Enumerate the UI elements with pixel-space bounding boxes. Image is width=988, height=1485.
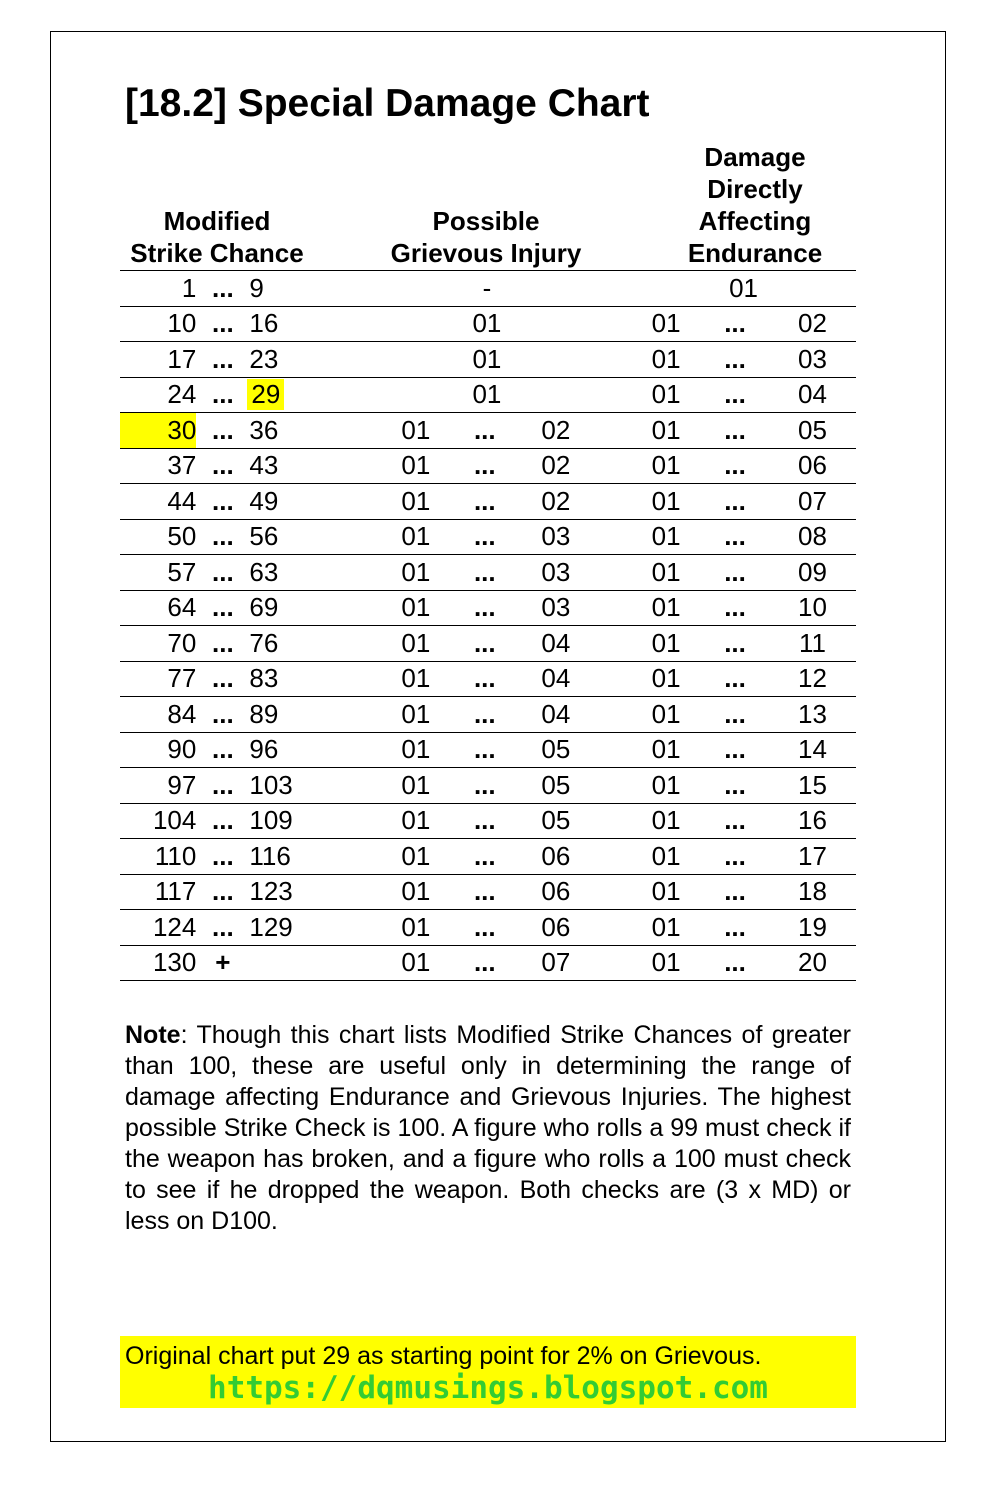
spacer bbox=[593, 874, 631, 910]
grievous-low: 01 bbox=[381, 413, 451, 449]
spacer bbox=[324, 732, 381, 768]
note-label: Note bbox=[125, 1021, 181, 1049]
strike-low: 104 bbox=[120, 803, 196, 839]
strike-separator: ... bbox=[196, 519, 249, 555]
endurance-separator: ... bbox=[701, 555, 769, 591]
grievous-low: 01 bbox=[381, 768, 451, 804]
table-row bbox=[120, 874, 856, 910]
spacer bbox=[324, 484, 381, 520]
spacer bbox=[593, 590, 631, 626]
spacer bbox=[593, 803, 631, 839]
grievous-separator: ... bbox=[451, 910, 519, 946]
grievous-low: 01 bbox=[381, 945, 451, 981]
endurance-high: 12 bbox=[769, 661, 856, 697]
table-row bbox=[120, 661, 856, 697]
endurance-separator: ... bbox=[701, 768, 769, 804]
endurance-low: 01 bbox=[631, 519, 701, 555]
strike-separator: ... bbox=[196, 661, 249, 697]
endurance-separator: ... bbox=[701, 661, 769, 697]
spacer bbox=[324, 768, 381, 804]
table-row bbox=[120, 626, 856, 662]
strike-separator: ... bbox=[196, 697, 249, 733]
endurance-high: 02 bbox=[769, 306, 856, 342]
strike-high: 96 bbox=[249, 732, 323, 768]
strike-separator: ... bbox=[196, 839, 249, 875]
grievous-high: 03 bbox=[519, 590, 593, 626]
footer-comment: Original chart put 29 as starting point for 2% on Grievous. bbox=[125, 1342, 762, 1370]
endurance-separator: ... bbox=[701, 413, 769, 449]
endurance-low: 01 bbox=[631, 342, 701, 378]
spacer bbox=[324, 342, 381, 378]
grievous-high: 04 bbox=[519, 626, 593, 662]
footer-url[interactable]: https://dqmusings.blogspot.com bbox=[208, 1370, 768, 1406]
strike-high: 9 bbox=[249, 271, 323, 307]
endurance-low: 01 bbox=[631, 555, 701, 591]
note-paragraph bbox=[125, 1020, 851, 1237]
strike-separator: + bbox=[196, 945, 249, 981]
table-row bbox=[120, 271, 856, 307]
grievous-high: 02 bbox=[519, 413, 593, 449]
grievous-separator: ... bbox=[451, 555, 519, 591]
strike-low: 117 bbox=[120, 874, 196, 910]
strike-separator: ... bbox=[196, 732, 249, 768]
table-row bbox=[120, 484, 856, 520]
grievous-low: 01 bbox=[381, 626, 451, 662]
grievous-value: 01 bbox=[381, 377, 593, 413]
strike-high: 36 bbox=[249, 413, 323, 449]
spacer bbox=[324, 555, 381, 591]
spacer bbox=[593, 945, 631, 981]
endurance-low: 01 bbox=[631, 910, 701, 946]
strike-low: 44 bbox=[120, 484, 196, 520]
endurance-separator: ... bbox=[701, 874, 769, 910]
spacer bbox=[324, 590, 381, 626]
grievous-high: 05 bbox=[519, 803, 593, 839]
endurance-separator: ... bbox=[701, 377, 769, 413]
endurance-low: 01 bbox=[631, 768, 701, 804]
endurance-separator: ... bbox=[701, 910, 769, 946]
spacer bbox=[324, 874, 381, 910]
strike-separator: ... bbox=[196, 448, 249, 484]
strike-high bbox=[249, 377, 323, 413]
grievous-low: 01 bbox=[381, 910, 451, 946]
table-row bbox=[120, 732, 856, 768]
spacer bbox=[324, 519, 381, 555]
strike-low: 97 bbox=[120, 768, 196, 804]
endurance-high: 11 bbox=[769, 626, 856, 662]
table-row bbox=[120, 590, 856, 626]
endurance-high: 08 bbox=[769, 519, 856, 555]
strike-separator: ... bbox=[196, 306, 249, 342]
endurance-separator: ... bbox=[701, 697, 769, 733]
spacer bbox=[593, 484, 631, 520]
damage-chart-table bbox=[120, 270, 856, 981]
spacer bbox=[324, 803, 381, 839]
strike-high bbox=[249, 945, 323, 981]
spacer bbox=[593, 271, 631, 307]
grievous-separator: ... bbox=[451, 803, 519, 839]
spacer bbox=[593, 910, 631, 946]
endurance-high: 13 bbox=[769, 697, 856, 733]
endurance-value: 01 bbox=[631, 271, 856, 307]
strike-low: 50 bbox=[120, 519, 196, 555]
strike-high: 56 bbox=[249, 519, 323, 555]
endurance-separator: ... bbox=[701, 803, 769, 839]
strike-high: 76 bbox=[249, 626, 323, 662]
strike-high: 89 bbox=[249, 697, 323, 733]
table-row bbox=[120, 768, 856, 804]
endurance-separator: ... bbox=[701, 732, 769, 768]
grievous-high: 03 bbox=[519, 519, 593, 555]
endurance-low: 01 bbox=[631, 626, 701, 662]
endurance-high: 16 bbox=[769, 803, 856, 839]
table-row bbox=[120, 555, 856, 591]
grievous-low: 01 bbox=[381, 590, 451, 626]
table-row bbox=[120, 910, 856, 946]
strike-high: 103 bbox=[249, 768, 323, 804]
grievous-separator: ... bbox=[451, 768, 519, 804]
spacer bbox=[324, 271, 381, 307]
endurance-low: 01 bbox=[631, 803, 701, 839]
endurance-low: 01 bbox=[631, 413, 701, 449]
table-row bbox=[120, 413, 856, 449]
table-row bbox=[120, 306, 856, 342]
table-row bbox=[120, 697, 856, 733]
grievous-separator: ... bbox=[451, 590, 519, 626]
spacer bbox=[324, 306, 381, 342]
endurance-low: 01 bbox=[631, 874, 701, 910]
strike-separator: ... bbox=[196, 271, 249, 307]
table-row bbox=[120, 945, 856, 981]
grievous-low: 01 bbox=[381, 839, 451, 875]
spacer bbox=[593, 661, 631, 697]
strike-high-highlight: 29 bbox=[247, 379, 284, 410]
endurance-low: 01 bbox=[631, 839, 701, 875]
strike-high: 63 bbox=[249, 555, 323, 591]
page-title: [18.2] Special Damage Chart bbox=[125, 82, 650, 125]
strike-high: 116 bbox=[249, 839, 323, 875]
endurance-high: 04 bbox=[769, 377, 856, 413]
header-line: Affecting bbox=[698, 206, 812, 236]
grievous-separator: ... bbox=[451, 448, 519, 484]
strike-high: 23 bbox=[249, 342, 323, 378]
grievous-high: 06 bbox=[519, 910, 593, 946]
header-line: Endurance bbox=[687, 238, 823, 268]
spacer bbox=[593, 626, 631, 662]
endurance-low: 01 bbox=[631, 732, 701, 768]
strike-low: 77 bbox=[120, 661, 196, 697]
grievous-high: 06 bbox=[519, 839, 593, 875]
endurance-separator: ... bbox=[701, 839, 769, 875]
endurance-separator: ... bbox=[701, 590, 769, 626]
endurance-high: 05 bbox=[769, 413, 856, 449]
grievous-low: 01 bbox=[381, 555, 451, 591]
spacer bbox=[324, 377, 381, 413]
spacer bbox=[324, 697, 381, 733]
spacer bbox=[324, 413, 381, 449]
endurance-high: 15 bbox=[769, 768, 856, 804]
spacer bbox=[593, 768, 631, 804]
endurance-separator: ... bbox=[701, 484, 769, 520]
strike-high: 129 bbox=[249, 910, 323, 946]
strike-separator: ... bbox=[196, 874, 249, 910]
grievous-high: 04 bbox=[519, 697, 593, 733]
spacer bbox=[593, 519, 631, 555]
strike-low: 57 bbox=[120, 555, 196, 591]
header-possible-grievous-injury bbox=[380, 205, 592, 269]
strike-low: 1 bbox=[120, 271, 196, 307]
grievous-low: 01 bbox=[381, 697, 451, 733]
spacer bbox=[593, 342, 631, 378]
endurance-separator: ... bbox=[701, 626, 769, 662]
endurance-separator: ... bbox=[701, 519, 769, 555]
strike-high: 43 bbox=[249, 448, 323, 484]
grievous-separator: ... bbox=[451, 697, 519, 733]
strike-separator: ... bbox=[196, 626, 249, 662]
grievous-separator: ... bbox=[451, 839, 519, 875]
spacer bbox=[593, 839, 631, 875]
endurance-separator: ... bbox=[701, 342, 769, 378]
endurance-high: 20 bbox=[769, 945, 856, 981]
spacer bbox=[324, 910, 381, 946]
endurance-high: 19 bbox=[769, 910, 856, 946]
strike-separator: ... bbox=[196, 768, 249, 804]
endurance-separator: ... bbox=[701, 306, 769, 342]
header-modified-strike-chance bbox=[118, 205, 316, 269]
footer-highlight-box bbox=[120, 1336, 856, 1408]
spacer bbox=[324, 945, 381, 981]
endurance-separator: ... bbox=[701, 945, 769, 981]
strike-separator: ... bbox=[196, 484, 249, 520]
header-damage-affecting-endurance bbox=[655, 141, 855, 269]
strike-low: 30 bbox=[120, 413, 196, 449]
strike-low: 64 bbox=[120, 590, 196, 626]
spacer bbox=[593, 448, 631, 484]
grievous-separator: ... bbox=[451, 661, 519, 697]
strike-low: 90 bbox=[120, 732, 196, 768]
endurance-high: 14 bbox=[769, 732, 856, 768]
strike-high: 109 bbox=[249, 803, 323, 839]
endurance-high: 09 bbox=[769, 555, 856, 591]
endurance-low: 01 bbox=[631, 306, 701, 342]
header-line: Strike Chance bbox=[130, 238, 304, 268]
endurance-low: 01 bbox=[631, 590, 701, 626]
grievous-separator: ... bbox=[451, 519, 519, 555]
spacer bbox=[593, 377, 631, 413]
spacer bbox=[324, 448, 381, 484]
strike-separator: ... bbox=[196, 590, 249, 626]
header-line: Damage bbox=[704, 142, 806, 172]
grievous-low: 01 bbox=[381, 874, 451, 910]
endurance-high: 17 bbox=[769, 839, 856, 875]
grievous-high: 07 bbox=[519, 945, 593, 981]
grievous-low: 01 bbox=[381, 732, 451, 768]
strike-separator: ... bbox=[196, 377, 249, 413]
grievous-high: 02 bbox=[519, 484, 593, 520]
grievous-low: 01 bbox=[381, 448, 451, 484]
grievous-separator: ... bbox=[451, 874, 519, 910]
endurance-low: 01 bbox=[631, 448, 701, 484]
endurance-high: 03 bbox=[769, 342, 856, 378]
strike-low: 110 bbox=[120, 839, 196, 875]
strike-separator: ... bbox=[196, 910, 249, 946]
table-row bbox=[120, 342, 856, 378]
grievous-high: 03 bbox=[519, 555, 593, 591]
strike-low: 130 bbox=[120, 945, 196, 981]
grievous-high: 05 bbox=[519, 732, 593, 768]
grievous-high: 06 bbox=[519, 874, 593, 910]
header-line: Directly bbox=[707, 174, 803, 204]
grievous-separator: ... bbox=[451, 945, 519, 981]
strike-high: 83 bbox=[249, 661, 323, 697]
endurance-low: 01 bbox=[631, 661, 701, 697]
endurance-high: 06 bbox=[769, 448, 856, 484]
grievous-separator: ... bbox=[451, 626, 519, 662]
grievous-low: 01 bbox=[381, 661, 451, 697]
table-row bbox=[120, 377, 856, 413]
spacer bbox=[593, 555, 631, 591]
strike-high: 49 bbox=[249, 484, 323, 520]
endurance-low: 01 bbox=[631, 484, 701, 520]
grievous-separator: ... bbox=[451, 413, 519, 449]
spacer bbox=[324, 839, 381, 875]
strike-low: 37 bbox=[120, 448, 196, 484]
strike-low: 17 bbox=[120, 342, 196, 378]
grievous-value: - bbox=[381, 271, 593, 307]
grievous-low: 01 bbox=[381, 519, 451, 555]
spacer bbox=[593, 413, 631, 449]
endurance-low: 01 bbox=[631, 945, 701, 981]
header-line: Modified bbox=[163, 206, 271, 236]
strike-separator: ... bbox=[196, 413, 249, 449]
strike-low: 124 bbox=[120, 910, 196, 946]
grievous-separator: ... bbox=[451, 732, 519, 768]
spacer bbox=[324, 661, 381, 697]
grievous-low: 01 bbox=[381, 484, 451, 520]
strike-low: 70 bbox=[120, 626, 196, 662]
endurance-high: 18 bbox=[769, 874, 856, 910]
grievous-high: 02 bbox=[519, 448, 593, 484]
strike-low: 10 bbox=[120, 306, 196, 342]
spacer bbox=[593, 306, 631, 342]
spacer bbox=[324, 626, 381, 662]
endurance-low: 01 bbox=[631, 377, 701, 413]
endurance-high: 07 bbox=[769, 484, 856, 520]
grievous-high: 04 bbox=[519, 661, 593, 697]
strike-separator: ... bbox=[196, 555, 249, 591]
table-row bbox=[120, 803, 856, 839]
table-row bbox=[120, 448, 856, 484]
spacer bbox=[593, 732, 631, 768]
strike-separator: ... bbox=[196, 342, 249, 378]
table-row bbox=[120, 519, 856, 555]
note-text: : Though this chart lists Modified Strike Chances of greater than 100, these are useful only in determining the range of damage affecting Endurance and Grievous Injuries. The highest possible Strike Check is 100. A figure who rolls a 99 must check if the weapon has broken, and a figure who rolls a 100 must check to see if he dropped the weapon. Both checks are (3 x MD) or less on D100. bbox=[125, 1021, 851, 1235]
strike-high: 123 bbox=[249, 874, 323, 910]
strike-high: 69 bbox=[249, 590, 323, 626]
grievous-value: 01 bbox=[381, 306, 593, 342]
strike-low: 84 bbox=[120, 697, 196, 733]
grievous-separator: ... bbox=[451, 484, 519, 520]
grievous-value: 01 bbox=[381, 342, 593, 378]
grievous-low: 01 bbox=[381, 803, 451, 839]
endurance-low: 01 bbox=[631, 697, 701, 733]
endurance-separator: ... bbox=[701, 448, 769, 484]
strike-low: 24 bbox=[120, 377, 196, 413]
strike-high: 16 bbox=[249, 306, 323, 342]
grievous-high: 05 bbox=[519, 768, 593, 804]
header-line: Grievous Injury bbox=[390, 238, 582, 268]
endurance-high: 10 bbox=[769, 590, 856, 626]
spacer bbox=[593, 697, 631, 733]
table-row bbox=[120, 839, 856, 875]
header-line: Possible bbox=[432, 206, 540, 236]
strike-separator: ... bbox=[196, 803, 249, 839]
